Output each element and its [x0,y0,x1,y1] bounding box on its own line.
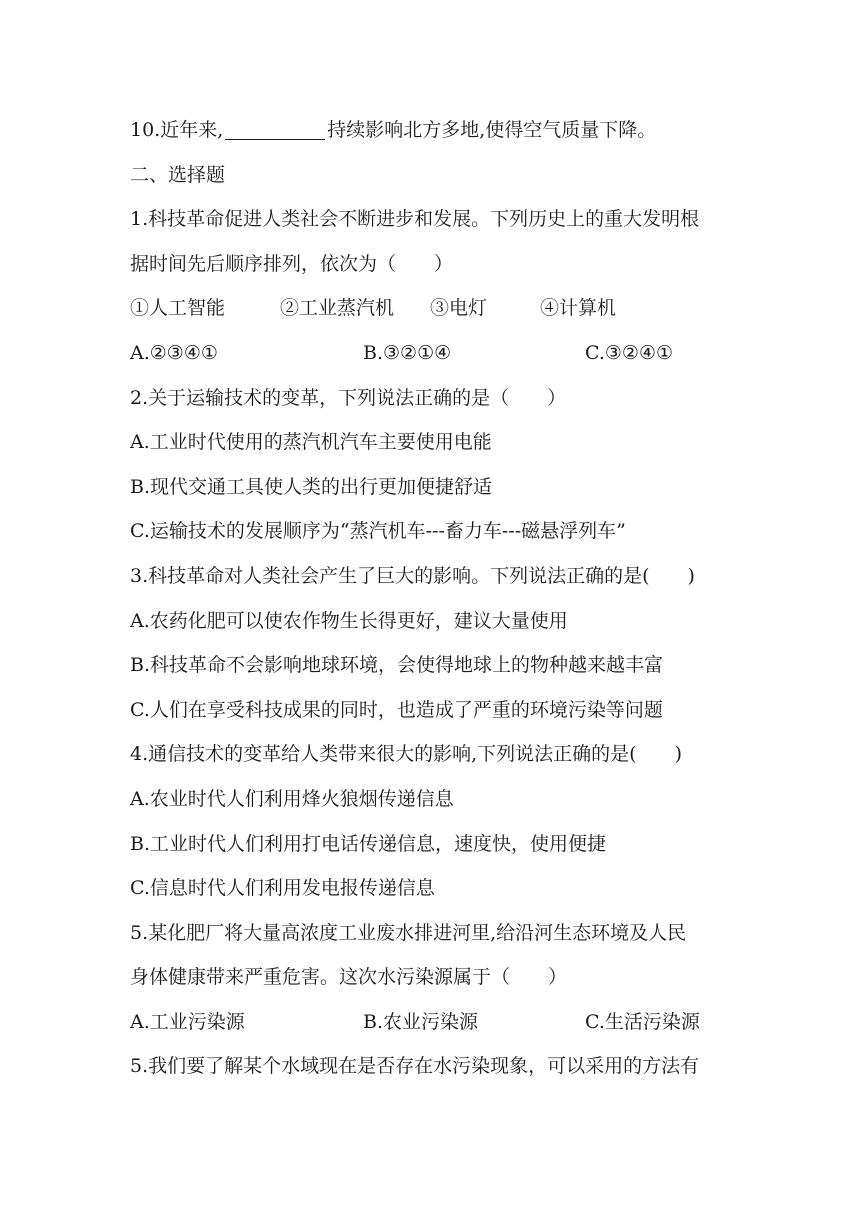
question-10-suffix: 持续影响北方多地,使得空气质量下降。 [327,119,657,141]
option-c[interactable]: C.③②④① [585,341,674,364]
question-4-option-c[interactable]: C.信息时代人们利用发电报传递信息 [130,877,435,900]
question-1-options [130,331,740,376]
question-2-option-a[interactable]: A.工业时代使用的蒸汽机汽车主要使用电能 [130,431,492,454]
question-3-option-c[interactable]: C.人们在享受科技成果的同时，也造成了严重的环境污染等问题 [130,698,663,721]
question-5-options [130,1000,740,1045]
question-2-option-b[interactable]: B.现代交通工具使人类的出行更加便捷舒适 [130,475,493,498]
option-c[interactable]: C.生活污染源 [585,1010,700,1033]
option-b[interactable]: B.③②①④ [363,341,452,364]
answer-blank[interactable] [225,115,325,140]
question-1-line-2: 据时间先后顺序排列，依次为（ ） [130,252,454,275]
question-5-line-1: 5.某化肥厂将大量高浓度工业废水排进河里,给沿河生态环境及人民 [130,921,687,944]
item-3: ③电灯 [430,297,488,320]
question-4-option-b[interactable]: B.工业时代人们利用打电话传递信息，速度快，使用便捷 [130,832,607,855]
item-2: ②工业蒸汽机 [280,297,395,320]
question-3-option-a[interactable]: A.农药化肥可以使农作物生长得更好，建议大量使用 [130,609,568,632]
question-2-option-c[interactable]: C.运输技术的发展顺序为“蒸汽机车---畜力车---磁悬浮列车” [130,520,626,543]
question-10-prefix: 10.近年来, [130,119,224,141]
item-4: ④计算机 [540,297,617,320]
question-3-option-b[interactable]: B.科技革命不会影响地球环境，会使得地球上的物种越来越丰富 [130,654,664,677]
document-page [130,108,740,1089]
question-1-items [130,286,740,331]
question-6-line-1: 5.我们要了解某个水域现在是否存在水污染现象，可以采用的方法有 [130,1055,700,1078]
question-10 [130,108,740,153]
question-4-stem: 4.通信技术的变革给人类带来很大的影响,下列说法正确的是( ) [130,743,682,766]
question-5-line-2: 身体健康带来严重危害。这次水污染源属于（ ） [130,966,568,989]
question-4-option-a[interactable]: A.农业时代人们利用烽火狼烟传递信息 [130,787,454,810]
question-2-stem: 2.关于运输技术的变革，下列说法正确的是（ ） [130,386,567,409]
item-1: ①人工智能 [130,297,226,320]
question-3-stem: 3.科技革命对人类社会产生了巨大的影响。下列说法正确的是( ) [130,564,695,587]
option-a[interactable]: A.②③④① [130,341,218,364]
question-1-line-1: 1.科技革命促进人类社会不断进步和发展。下列历史上的重大发明根 [130,208,700,231]
option-a[interactable]: A.工业污染源 [130,1010,245,1033]
section-title: 二、选择题 [130,163,226,186]
option-b[interactable]: B.农业污染源 [363,1010,479,1033]
